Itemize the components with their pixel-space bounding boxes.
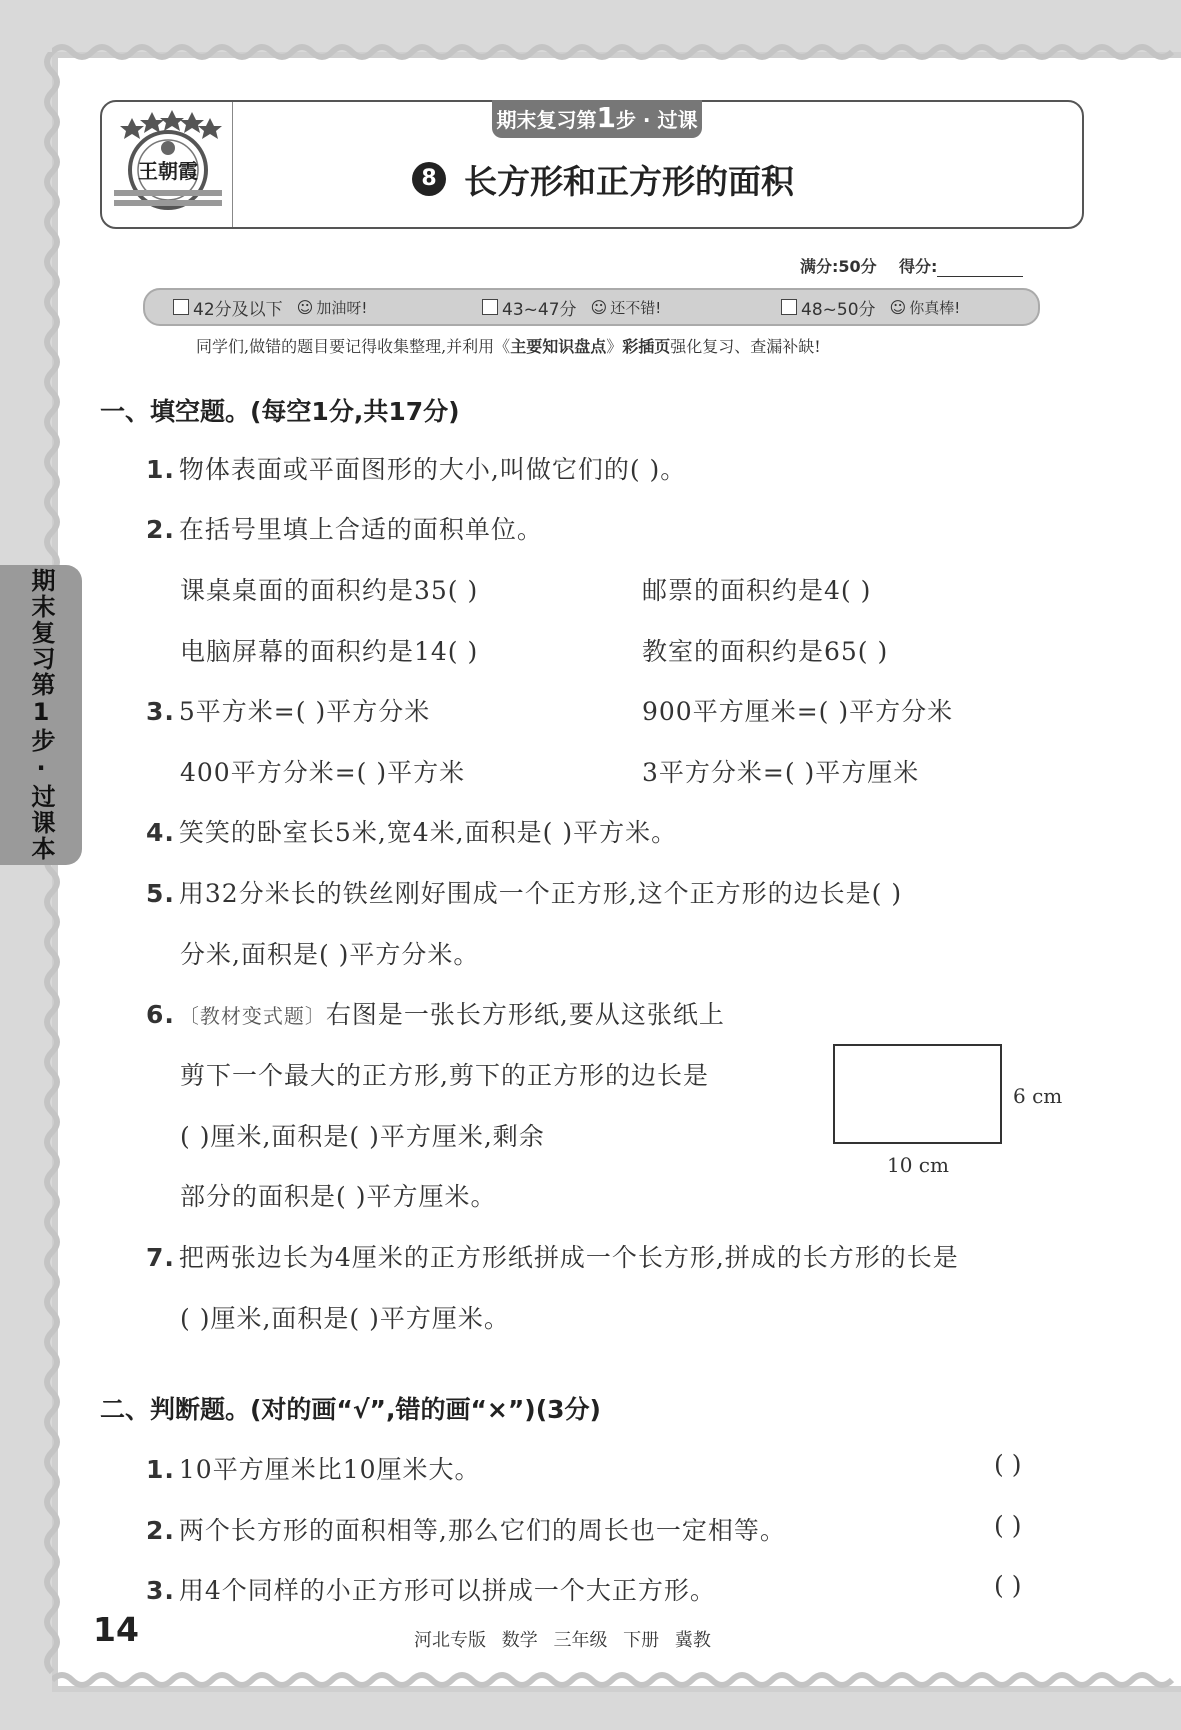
side-tab: 期末复习第1步·过课本 [0,565,82,865]
score-blank[interactable] [937,260,1023,277]
judge-item-3: 3. 用4个同样的小正方形可以拼成一个大正方形。 [146,1576,716,1605]
judge-item-2: 2. 两个长方形的面积相等,那么它们的周长也一定相等。 [146,1516,786,1545]
question-7-cont: ( )厘米,面积是( )平方厘米。 [180,1304,510,1333]
judge-item-1: 1. 10平方厘米比10厘米大。 [146,1455,481,1484]
grade-option-low[interactable]: 42分及以下 ☺ 加油呀! [173,290,367,324]
brand-logo [112,108,224,218]
question-3-b: 900平方厘米=( )平方分米 [642,697,954,726]
page-number: 14 [93,1610,139,1649]
question-5: 5. 用32分米长的铁丝刚好围成一个正方形,这个正方形的边长是( ) [146,879,903,908]
question-4: 4. 笑笑的卧室长5米,宽4米,面积是( )平方米。 [146,818,678,847]
question-5-cont: 分米,面积是( )平方分米。 [180,940,480,969]
question-2: 2. 在括号里填上合适的面积单位。 [146,515,543,544]
wavy-border-top [52,40,1181,64]
footer-info: 河北专版 数学 三年级 下册 冀教 [414,1630,711,1651]
answer-blank[interactable]: ( ) [994,1511,1022,1540]
grade-bar [143,288,1040,326]
lesson-number-badge: 8 [412,162,446,196]
lesson-title [412,154,872,204]
question-6-cont-1: 剪下一个最大的正方形,剪下的正方形的边长是 [180,1061,709,1090]
wavy-border-left [40,52,64,1680]
score-line [800,254,1023,277]
question-2-item-b: 邮票的面积约是4( ) [642,576,872,605]
smiley-icon: ☺ [296,297,314,317]
question-3-d: 3平方分米=( )平方厘米 [642,758,920,787]
checkbox[interactable] [482,299,498,315]
section-1-title: 一、填空题。(每空1分,共17分) [100,397,460,426]
question-6-cont-2: ( )厘米,面积是( )平方厘米,剩余 [180,1122,545,1151]
question-6: 6. 〔教材变式题〕右图是一张长方形纸,要从这张纸上 [146,1000,725,1029]
score-label: 得分: [898,257,938,276]
question-6-cont-3: 部分的面积是( )平方厘米。 [180,1182,497,1211]
review-notice: 同学们,做错的题目要记得收集整理,并利用《主要知识盘点》彩插页强化复习、查漏补缺! [196,337,821,356]
lesson-title-text: 长方形和正方形的面积 [464,161,794,201]
lesson-header [100,100,1084,229]
figure-height-label: 6 cm [1013,1084,1063,1108]
full-score-label: 满分:50分 [800,257,877,276]
question-2-item-c: 电脑屏幕的面积约是14( ) [180,637,479,666]
rectangle-figure [833,1044,1002,1144]
answer-blank[interactable]: ( ) [994,1571,1022,1600]
svg-text:王朝霞: 王朝霞 [138,159,198,183]
section-2-title: 二、判断题。(对的画“√”,错的画“×”)(3分) [100,1395,601,1424]
grade-option-high[interactable]: 48~50分 ☺ 你真棒! [781,290,960,324]
smiley-icon: ☺ [889,297,907,317]
review-step-tag: 期末复习第1步 · 过课本 [492,100,702,138]
checkbox[interactable] [173,299,189,315]
question-3-a: 3. 5平方米=( )平方分米 [146,697,431,726]
header-divider [232,102,233,227]
question-7: 7. 把两张边长为4厘米的正方形纸拼成一个长方形,拼成的长方形的长是 [146,1243,959,1272]
question-3-c: 400平方分米=( )平方米 [180,758,466,787]
checkbox[interactable] [781,299,797,315]
question-2-item-d: 教室的面积约是65( ) [642,637,889,666]
wavy-border-bottom [52,1668,1181,1692]
smiley-icon: ☺ [590,297,608,317]
grade-option-mid[interactable]: 43~47分 ☺ 还不错! [482,290,661,324]
answer-blank[interactable]: ( ) [994,1450,1022,1479]
question-2-item-a: 课桌桌面的面积约是35( ) [180,576,479,605]
figure-width-label: 10 cm [887,1153,949,1177]
question-1: 1. 物体表面或平面图形的大小,叫做它们的( )。 [146,455,687,484]
